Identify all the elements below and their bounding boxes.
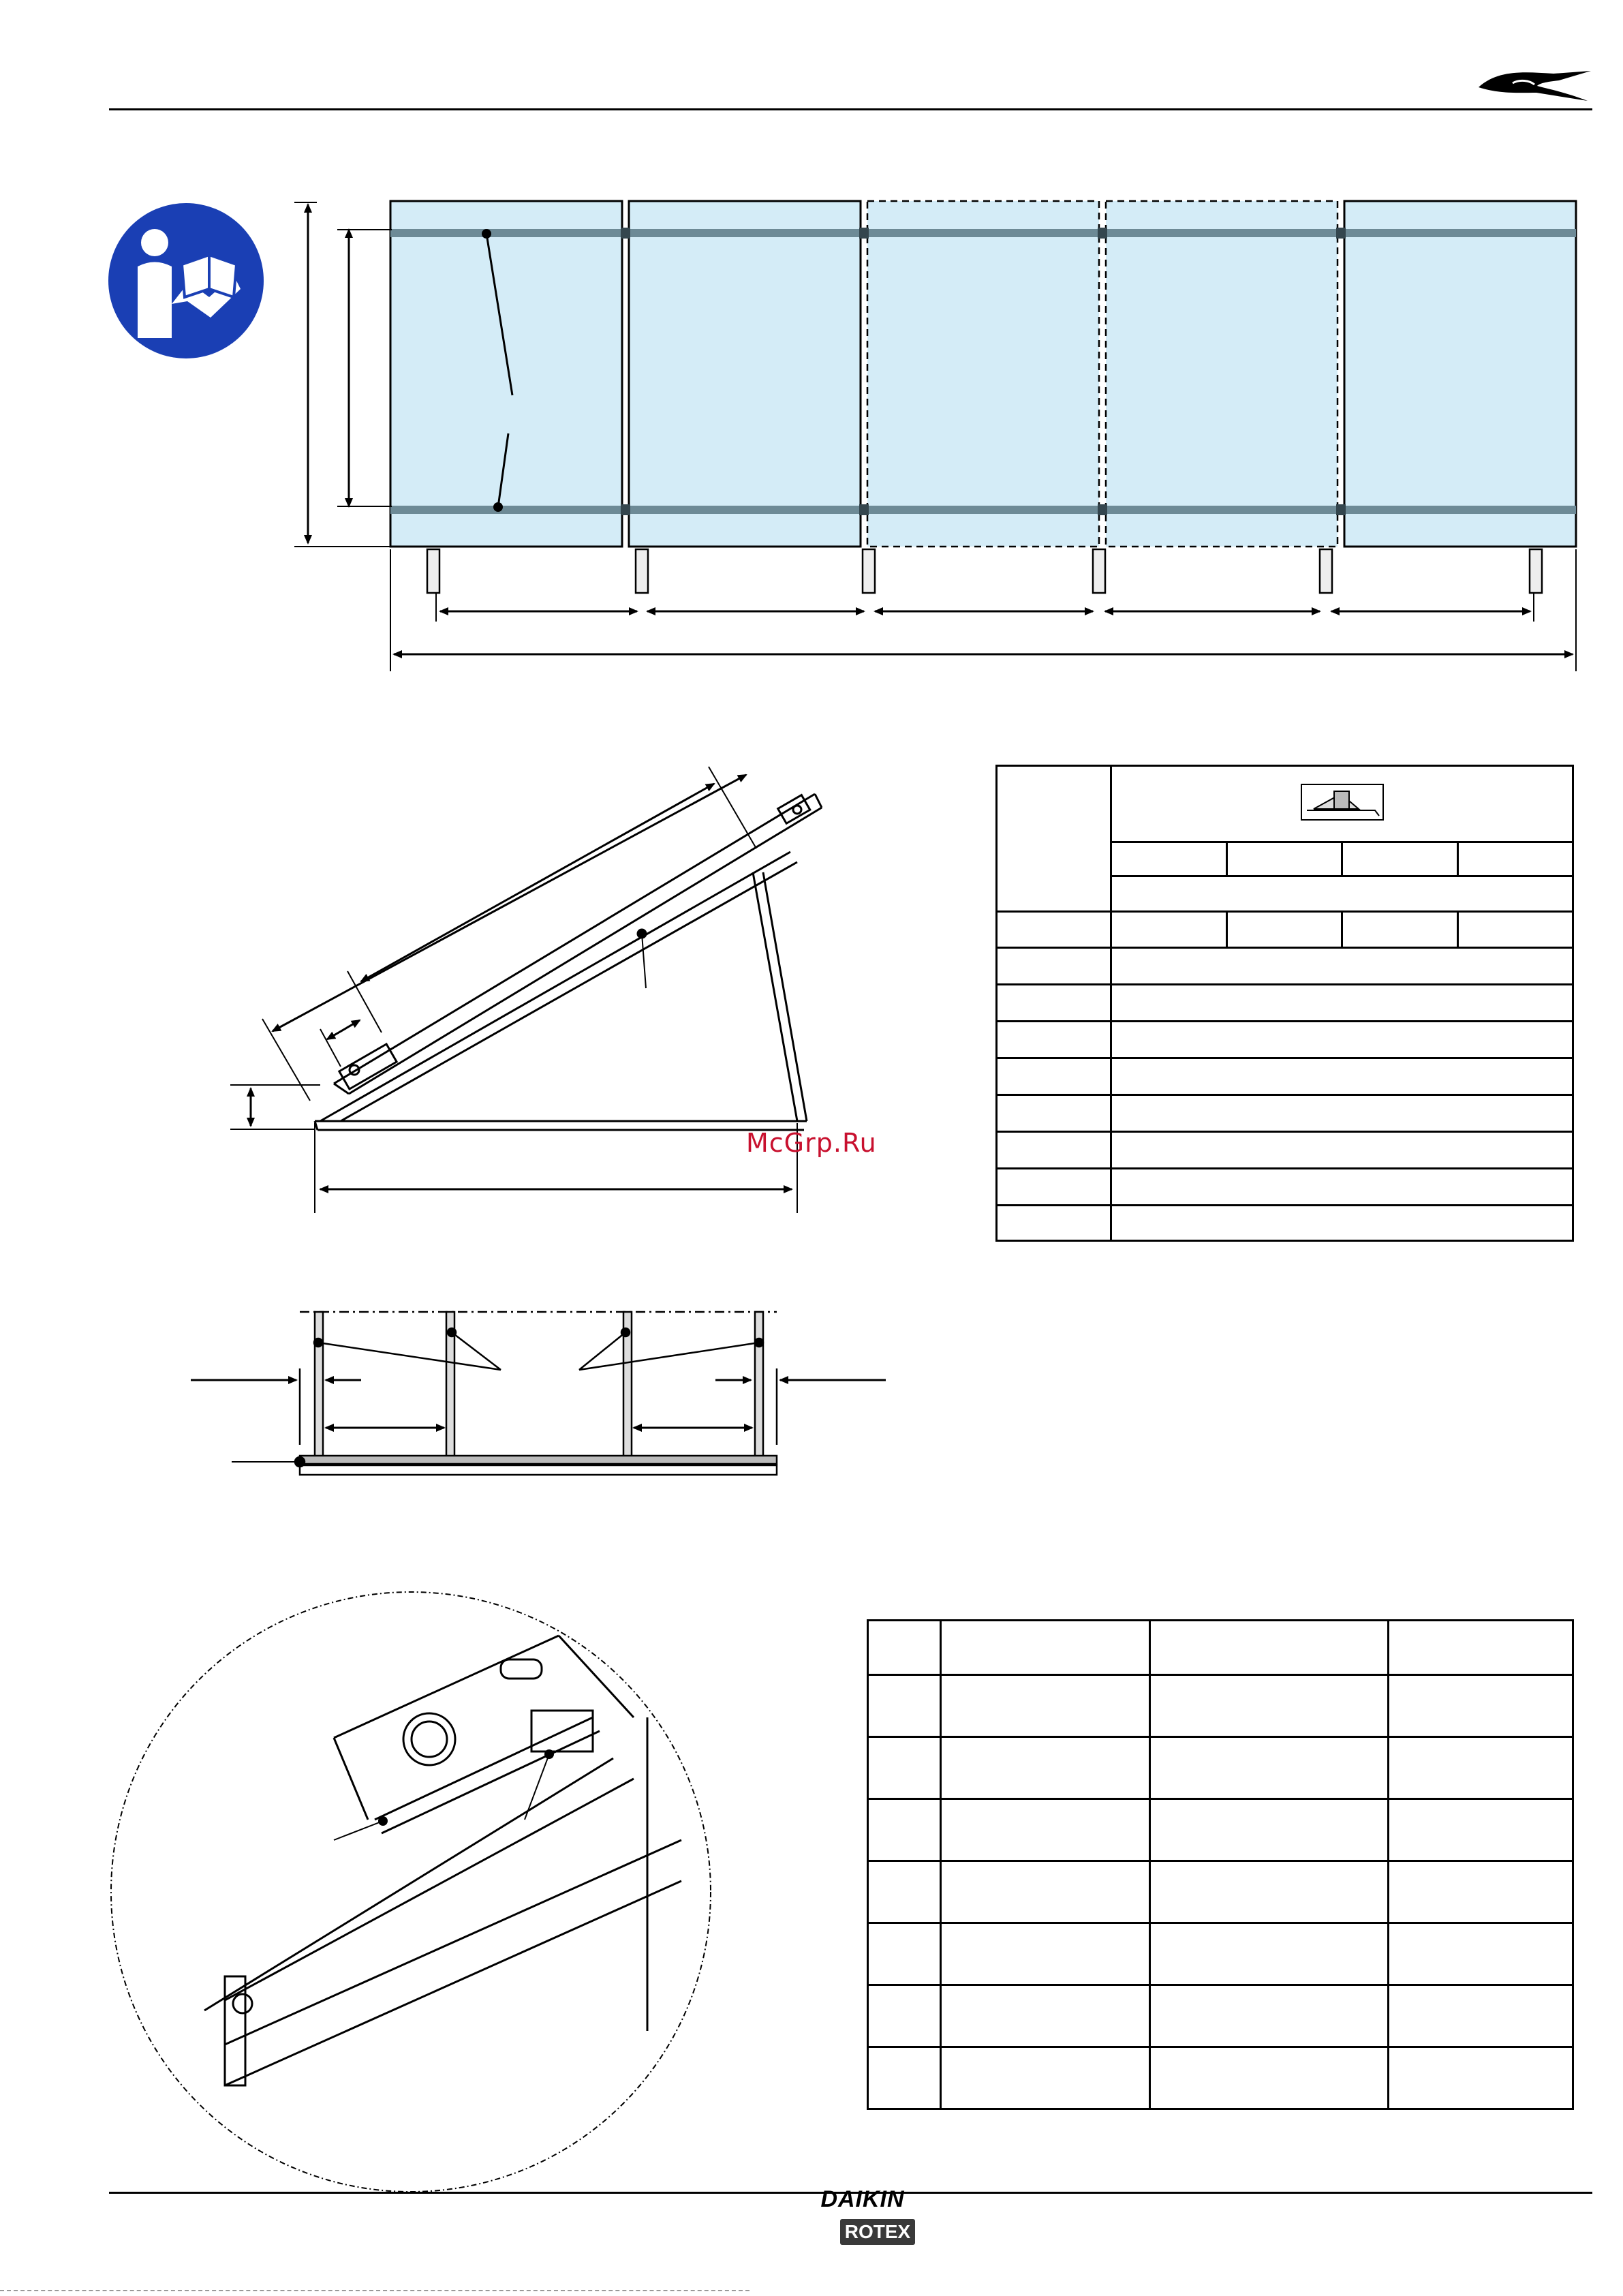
table2-cell: [868, 1675, 941, 1737]
spec-cell: [1111, 1169, 1573, 1206]
table2-cell: [941, 1923, 1150, 1985]
spec-cell: [997, 912, 1111, 948]
top-view: [191, 1312, 886, 1475]
collector-panel-4: [1106, 201, 1338, 547]
spec-cell: [1111, 948, 1573, 985]
spec-cell: [1457, 842, 1573, 876]
detail-circle: [111, 1592, 711, 2192]
spec-cell: [1111, 912, 1227, 948]
front-view: [294, 201, 1576, 671]
spec-cell: [1226, 912, 1342, 948]
table2-cell: [868, 2047, 941, 2109]
lower-rail: [390, 506, 1576, 514]
table2-cell: [941, 1861, 1150, 1923]
table2-cell: [1150, 2047, 1389, 2109]
watermark-text: McGrp.Ru: [746, 1128, 877, 1158]
spec-table: [995, 765, 1574, 1242]
spec-cell: [997, 1022, 1111, 1058]
footer-brand-rotex: ROTEX: [840, 2219, 915, 2245]
spec-cell: [997, 1095, 1111, 1132]
collector-panel-5: [1344, 201, 1576, 547]
bottom-edge-marks: [0, 2290, 749, 2293]
table2-cell: [1389, 1675, 1573, 1737]
upper-rail: [390, 229, 1576, 237]
spec-cell: [1111, 876, 1573, 912]
spec-cell: [1111, 842, 1227, 876]
spec-cell: [1111, 1022, 1573, 1058]
table2-cell: [1150, 1923, 1389, 1985]
table2-cell: [868, 1621, 941, 1675]
spec-cell: [1342, 842, 1458, 876]
table2-cell: [1150, 1737, 1389, 1799]
table2-cell: [868, 1861, 941, 1923]
table2-cell: [1389, 1985, 1573, 2047]
table2-cell: [868, 1799, 941, 1861]
spec-cell: [1342, 912, 1458, 948]
table2-cell: [941, 1799, 1150, 1861]
table2-cell: [1389, 1621, 1573, 1675]
table2-cell: [941, 1675, 1150, 1737]
table2-cell: [941, 1737, 1150, 1799]
table2-cell: [868, 1985, 941, 2047]
spec-cell: [1111, 1058, 1573, 1095]
spec-cell: [1226, 842, 1342, 876]
table2-cell: [1389, 2047, 1573, 2109]
spec-cell: [1111, 1206, 1573, 1241]
spec-cell: [997, 1132, 1111, 1169]
table2-cell: [1389, 1799, 1573, 1861]
spec-cell: [1111, 985, 1573, 1022]
collector-panel-3: [867, 201, 1099, 547]
table2-cell: [1389, 1737, 1573, 1799]
spec-cell: [1457, 912, 1573, 948]
table2-cell: [868, 1737, 941, 1799]
table2-cell: [1150, 1799, 1389, 1861]
component-table: [867, 1619, 1574, 2110]
collector-panel-1: [390, 201, 622, 547]
table2-cell: [1150, 1675, 1389, 1737]
spec-header-corner: [997, 766, 1111, 912]
side-view: [230, 767, 822, 1213]
table2-cell: [868, 1923, 941, 1985]
frame-icon-cell: [1111, 766, 1573, 842]
table2-cell: [1389, 1861, 1573, 1923]
frame-mount-icon: [1300, 783, 1385, 821]
spec-cell: [1111, 1132, 1573, 1169]
spec-cell: [997, 1169, 1111, 1206]
spec-cell: [997, 1206, 1111, 1241]
table2-cell: [941, 1985, 1150, 2047]
collector-panel-2: [629, 201, 861, 547]
table2-cell: [1389, 1923, 1573, 1985]
spec-cell: [997, 1058, 1111, 1095]
table2-cell: [1150, 1985, 1389, 2047]
table2-cell: [1150, 1621, 1389, 1675]
table2-cell: [941, 2047, 1150, 2109]
spec-cell: [997, 985, 1111, 1022]
spec-cell: [1111, 1095, 1573, 1132]
footer-brand-daikin: DAIKIN: [820, 2186, 905, 2212]
table2-cell: [941, 1621, 1150, 1675]
spec-cell: [997, 948, 1111, 985]
table2-cell: [1150, 1861, 1389, 1923]
